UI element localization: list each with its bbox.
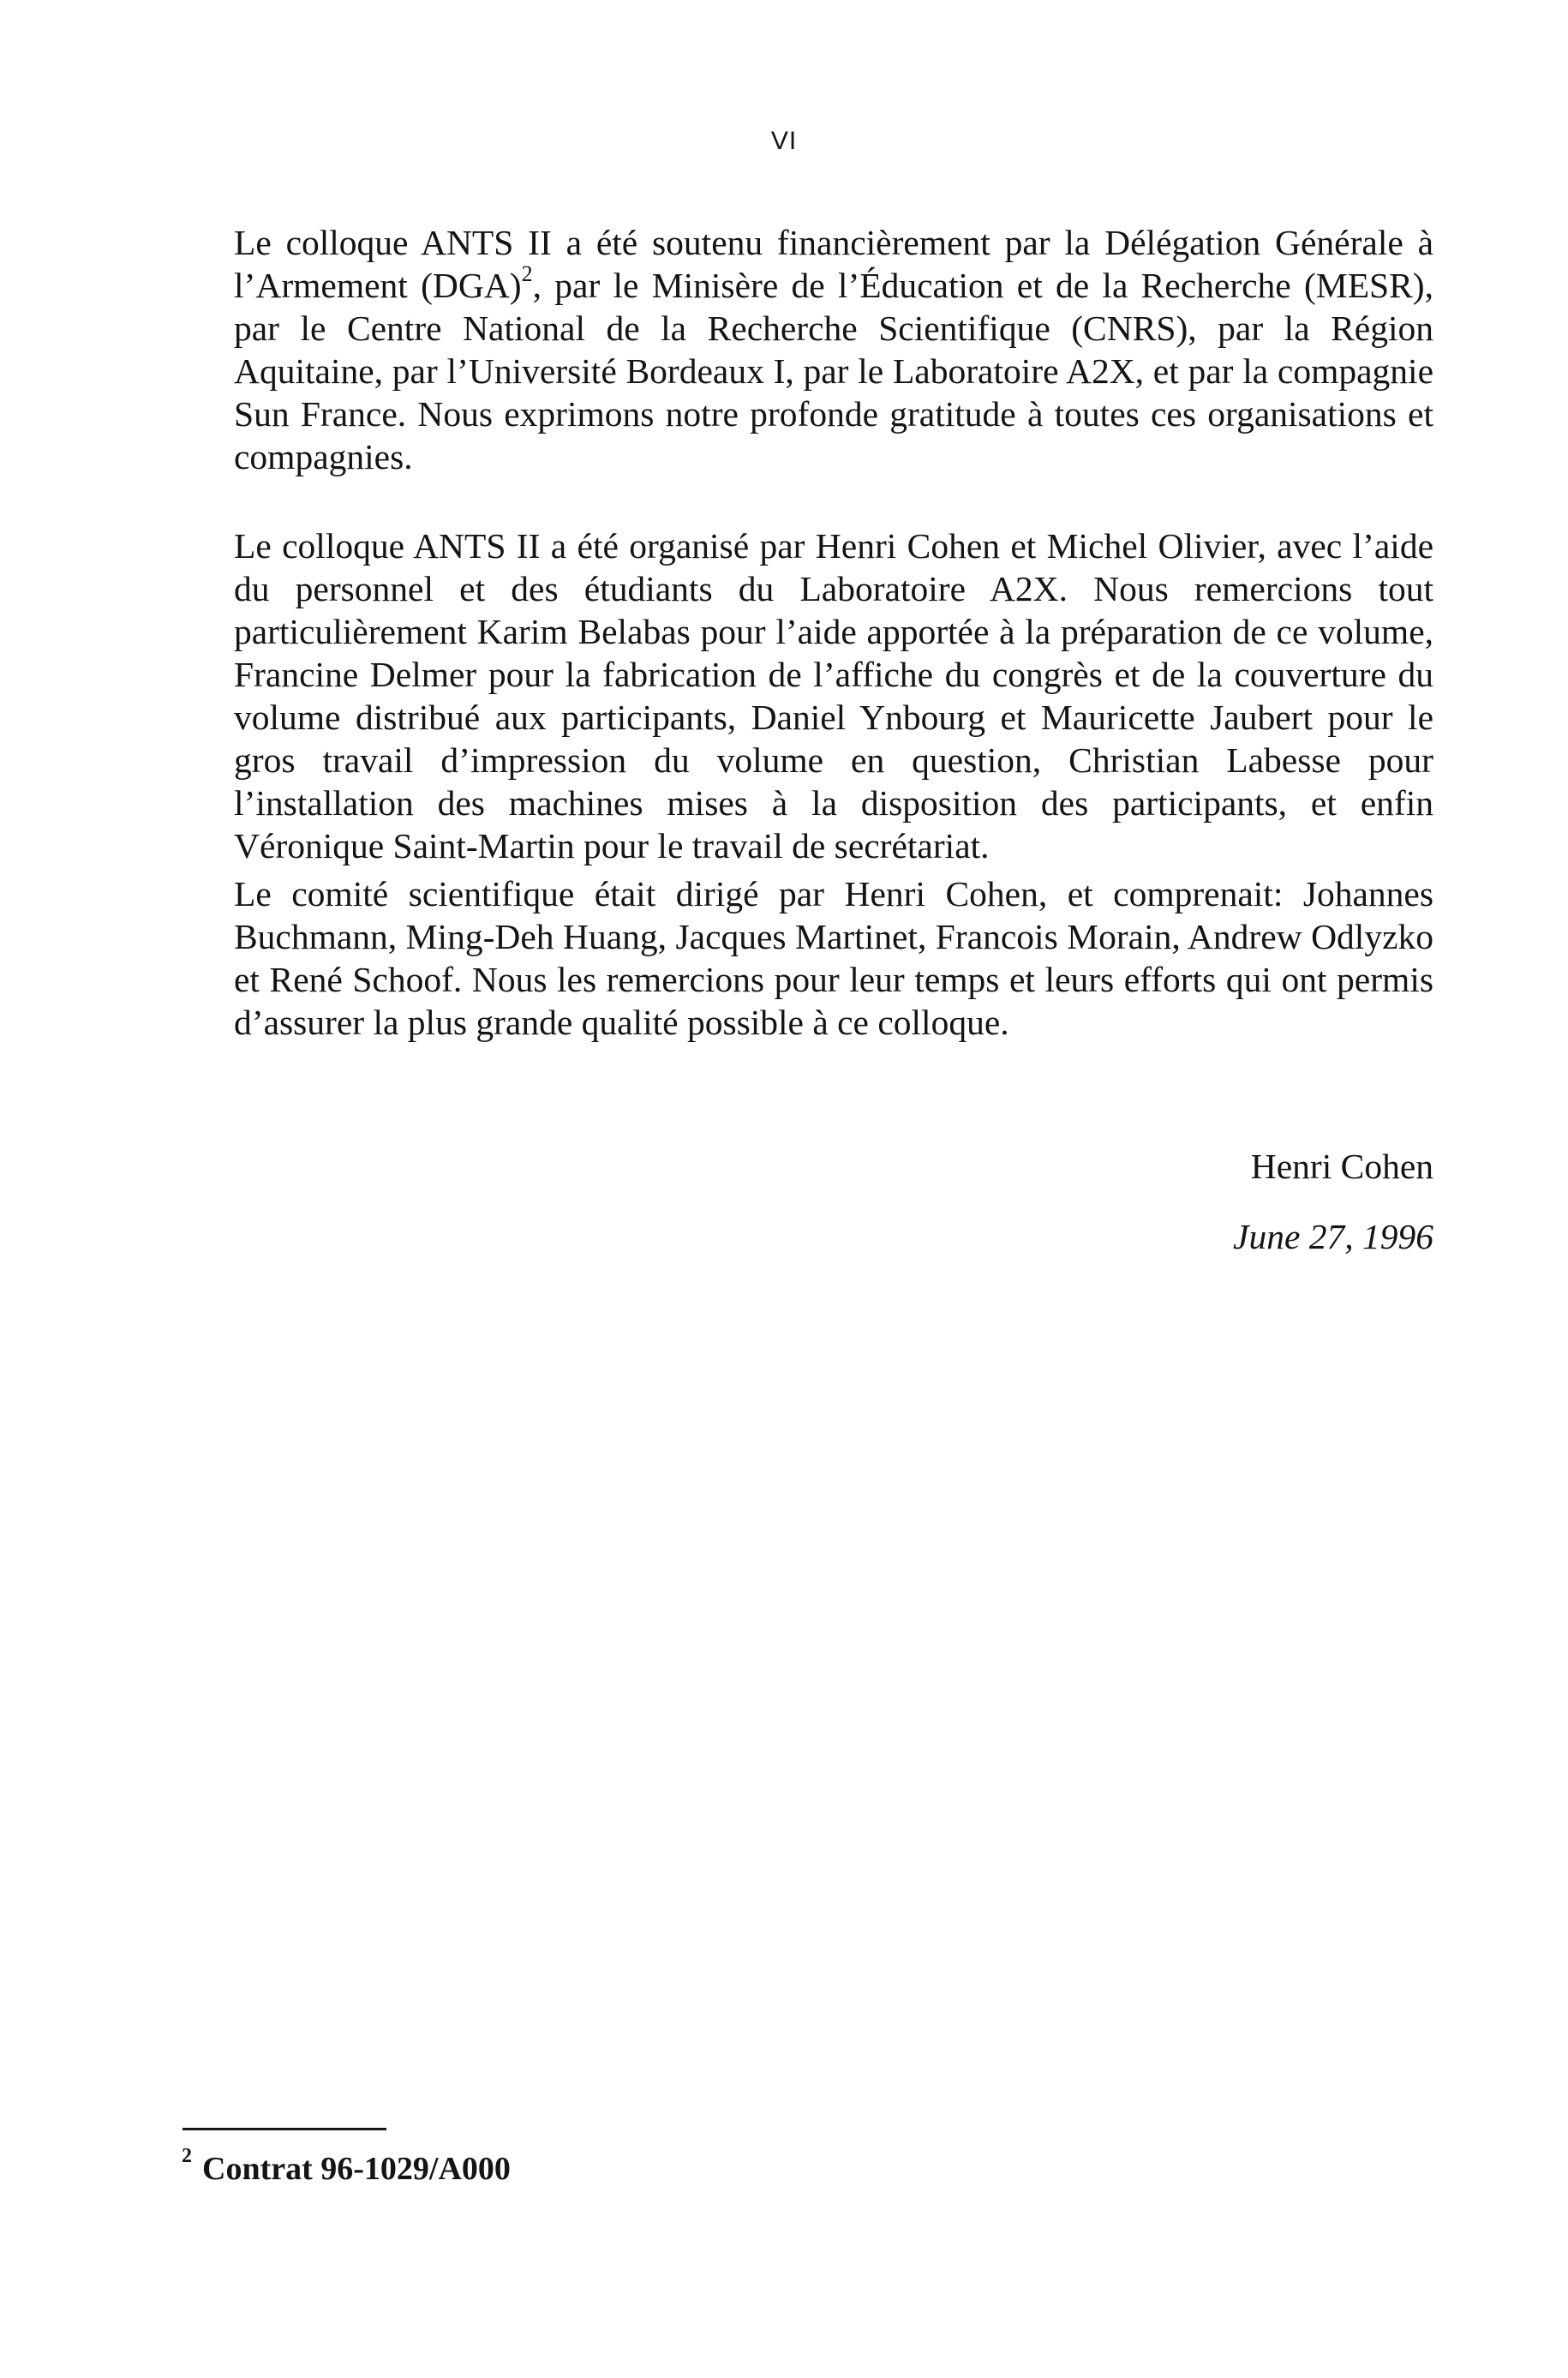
paragraph-committee-text: Le comité scientifique était dirigé par Henri Cohen, et comprenait: Johannes Buchmann, Ming-Deh Huang, Jacques Martinet, Francois Morain, Andrew Odlyzko et René Schoof. Nous les remercions pour leur temps et leurs efforts qui ont permis d’assurer la plus grande qualité possible à ce colloque. (234, 874, 1433, 1042)
footnote-reference: 2 (521, 261, 533, 287)
signature-name: Henri Cohen (1250, 1147, 1433, 1186)
paragraph-funding-text-end: , par le Minisère de l’Éducation et de la Recherche (MESR), par le Centre National de la Recherche Scientifique (CNRS), par la Région Aquitaine, par l’Université Bordeaux I, par le Laboratoire A2X, et par la compagnie Sun France. Nous exprimons notre profonde gratitude à toutes ces organisations et compagnies. (234, 266, 1434, 476)
footnote (182, 2145, 511, 2189)
paragraph-organization (234, 524, 1433, 867)
signature-date: June 27, 1996 (1233, 1217, 1433, 1256)
footnote-divider (183, 2128, 386, 2130)
footnote-text: Contrat 96-1029/A000 (202, 2151, 511, 2187)
paragraph-committee (234, 872, 1433, 1044)
page-number: VI (770, 127, 798, 155)
paragraph-funding-text-start: Le colloque ANTS II a été soutenu financièrement par la Délégation Générale à l’Armement (DGA) (234, 223, 1433, 305)
footnote-marker: 2 (182, 2145, 192, 2168)
paragraph-funding (234, 221, 1433, 478)
paragraph-organization-text: Le colloque ANTS II a été organisé par Henri Cohen et Michel Olivier, avec l’aide du personnel et des étudiants du Laboratoire A2X. Nous remercions tout particulièrement Karim Belabas pour l’aide apportée à la préparation de ce volume, Francine Delmer pour la fabrication de l’affiche du congrès et de la couverture du volume distribué aux participants, Daniel Ynbourg et Mauricette Jaubert pour le gros travail d’impression du volume en question, Christian Labesse pour l’installation des machines mises à la disposition des participants, et enfin Véronique Saint-Martin pour le travail de secrétariat. (234, 526, 1433, 866)
